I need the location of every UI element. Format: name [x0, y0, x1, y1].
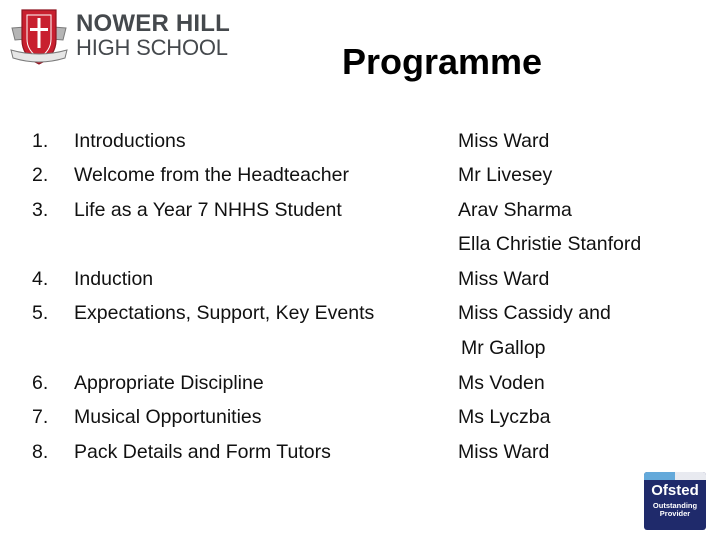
programme-item: Introductions	[74, 130, 186, 152]
programme-speaker: Ella Christie Stanford	[458, 233, 642, 255]
ofsted-badge	[644, 472, 706, 530]
ofsted-stripe	[644, 472, 706, 480]
programme-number: 1.	[32, 130, 49, 152]
programme-number: 4.	[32, 268, 49, 290]
page-title: Programme	[342, 41, 543, 82]
programme-item: Appropriate Discipline	[74, 372, 264, 394]
programme-speaker: Miss Ward	[458, 130, 550, 152]
programme-number: 7.	[32, 406, 49, 428]
programme-speaker: Miss Ward	[458, 268, 550, 290]
programme-number: 5.	[32, 302, 49, 324]
programme-speaker: Miss Cassidy and	[458, 302, 611, 324]
programme-item: Pack Details and Form Tutors	[74, 441, 331, 463]
programme-speaker: Miss Ward	[458, 441, 550, 463]
programme-number: 6.	[32, 372, 49, 394]
programme-speaker: Mr Gallop	[461, 337, 546, 359]
programme-speaker: Arav Sharma	[458, 199, 572, 221]
programme-item: Musical Opportunities	[74, 406, 262, 428]
programme-item: Induction	[74, 268, 154, 290]
programme-item: Life as a Year 7 NHHS Student	[74, 199, 342, 221]
programme-number: 8.	[32, 441, 49, 463]
programme-number: 3.	[32, 199, 49, 221]
school-crest-logo	[8, 6, 70, 68]
programme-item: Expectations, Support, Key Events	[74, 302, 375, 324]
school-name-line1: NOWER HILL	[76, 10, 230, 37]
ofsted-grade: Outstanding Provider	[652, 501, 698, 519]
school-name	[76, 12, 230, 59]
school-name-line2: HIGH SCHOOL	[76, 35, 228, 60]
programme-item: Welcome from the Headteacher	[74, 164, 349, 186]
ofsted-name: Ofsted	[651, 482, 699, 499]
programme-speaker: Mr Livesey	[458, 164, 553, 186]
programme-speaker: Ms Voden	[458, 372, 545, 394]
programme-speaker: Ms Lyczba	[458, 406, 551, 428]
programme-number: 2.	[32, 164, 49, 186]
